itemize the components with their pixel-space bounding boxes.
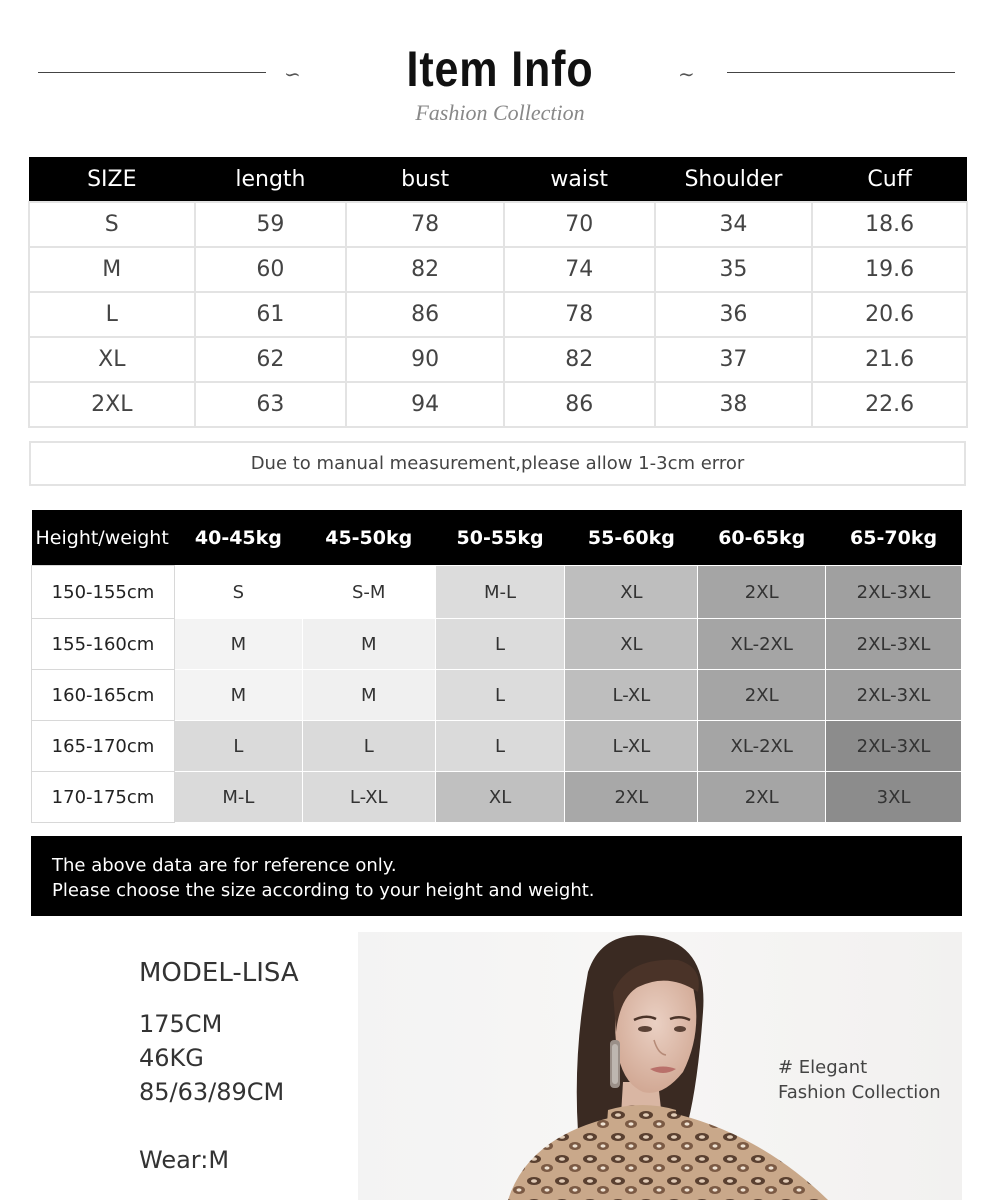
size-recommendation-cell: 2XL [698, 566, 826, 619]
col-header-height-weight: Height/weight [32, 510, 175, 566]
shoulder-cell: 37 [655, 337, 813, 382]
cuff-cell: 22.6 [812, 382, 967, 427]
size-cell: XL [29, 337, 195, 382]
waist-cell: 86 [504, 382, 655, 427]
size-recommendation-cell: 2XL-3XL [826, 566, 962, 619]
shoulder-cell: 35 [655, 247, 813, 292]
size-recommendation-cell: M [302, 619, 435, 670]
size-recommendation-cell: M [302, 670, 435, 721]
header-rule-right [727, 72, 955, 73]
height-label: 155-160cm [32, 619, 175, 670]
cuff-cell: 18.6 [812, 202, 967, 247]
bust-cell: 90 [346, 337, 504, 382]
table-row [32, 619, 962, 670]
size-recommendation-cell: 2XL [698, 772, 826, 823]
length-cell: 62 [195, 337, 347, 382]
table-row [32, 566, 962, 619]
col-header-weight: 45-50kg [302, 510, 435, 566]
col-header-weight: 40-45kg [174, 510, 302, 566]
model-name: MODEL-LISA [139, 958, 299, 988]
measurement-note: Due to manual measurement,please allow 1-3cm error [29, 441, 966, 486]
height-label: 170-175cm [32, 772, 175, 823]
size-recommendation-cell: XL [565, 566, 698, 619]
size-recommendation-cell: M-L [174, 772, 302, 823]
page-subtitle: Fashion Collection [415, 100, 585, 125]
shoulder-cell: 36 [655, 292, 813, 337]
caption-line: Fashion Collection [778, 1082, 941, 1103]
table-row [32, 670, 962, 721]
length-cell: 61 [195, 292, 347, 337]
table-row [32, 772, 962, 823]
length-cell: 63 [195, 382, 347, 427]
model-weight: 46KG [139, 1044, 204, 1072]
swirl-ornament-right-icon: ∼ [678, 62, 695, 86]
col-header-weight: 55-60kg [565, 510, 698, 566]
table-row [29, 247, 967, 292]
size-recommendation-cell: 2XL [565, 772, 698, 823]
col-header-weight: 60-65kg [698, 510, 826, 566]
size-recommendation-cell: L-XL [565, 670, 698, 721]
size-recommendation-cell: M-L [435, 566, 565, 619]
model-wear-size: Wear:M [139, 1146, 230, 1174]
size-recommendation-cell: L [435, 670, 565, 721]
table-row [29, 337, 967, 382]
col-header-bust: bust [346, 157, 504, 202]
cuff-cell: 21.6 [812, 337, 967, 382]
size-recommendation-cell: L [435, 619, 565, 670]
col-header-length: length [195, 157, 347, 202]
size-recommendation-cell: 2XL-3XL [826, 670, 962, 721]
size-recommendation-cell: L-XL [565, 721, 698, 772]
size-recommendation-cell: 2XL-3XL [826, 721, 962, 772]
reference-notice-line: Please choose the size according to your height and weight. [52, 880, 595, 901]
shoulder-cell: 34 [655, 202, 813, 247]
collection-caption [778, 1055, 941, 1105]
size-recommendation-cell: S [174, 566, 302, 619]
size-recommendation-cell: L-XL [302, 772, 435, 823]
bust-cell: 86 [346, 292, 504, 337]
waist-cell: 82 [504, 337, 655, 382]
size-recommendation-cell: L [174, 721, 302, 772]
reference-notice-line: The above data are for reference only. [52, 855, 397, 876]
size-recommendation-cell: L [435, 721, 565, 772]
size-recommendation-cell: M [174, 619, 302, 670]
size-cell: 2XL [29, 382, 195, 427]
bust-cell: 78 [346, 202, 504, 247]
waist-cell: 70 [504, 202, 655, 247]
size-chart-table [28, 157, 968, 428]
waist-cell: 78 [504, 292, 655, 337]
height-weight-table [31, 510, 962, 823]
size-recommendation-cell: XL [565, 619, 698, 670]
size-recommendation-cell: XL [435, 772, 565, 823]
col-header-weight: 65-70kg [826, 510, 962, 566]
cuff-cell: 20.6 [812, 292, 967, 337]
swirl-ornament-left-icon: ∽ [284, 62, 301, 86]
size-recommendation-cell: XL-2XL [698, 721, 826, 772]
size-chart-header [29, 157, 967, 202]
hw-header [32, 510, 962, 566]
size-cell: L [29, 292, 195, 337]
size-recommendation-cell: S-M [302, 566, 435, 619]
height-label: 150-155cm [32, 566, 175, 619]
length-cell: 59 [195, 202, 347, 247]
col-header-size: SIZE [29, 157, 195, 202]
bust-cell: 94 [346, 382, 504, 427]
size-cell: M [29, 247, 195, 292]
reference-notice [31, 836, 962, 916]
table-row [29, 292, 967, 337]
page-title: Item Info [406, 41, 594, 97]
table-row [29, 382, 967, 427]
bust-cell: 82 [346, 247, 504, 292]
length-cell: 60 [195, 247, 347, 292]
size-recommendation-cell: 3XL [826, 772, 962, 823]
size-cell: S [29, 202, 195, 247]
shoulder-cell: 38 [655, 382, 813, 427]
col-header-weight: 50-55kg [435, 510, 565, 566]
model-measurements: 85/63/89CM [139, 1078, 285, 1106]
waist-cell: 74 [504, 247, 655, 292]
table-row [29, 202, 967, 247]
cuff-cell: 19.6 [812, 247, 967, 292]
size-recommendation-cell: M [174, 670, 302, 721]
col-header-waist: waist [504, 157, 655, 202]
col-header-cuff: Cuff [812, 157, 967, 202]
size-recommendation-cell: 2XL-3XL [826, 619, 962, 670]
size-recommendation-cell: XL-2XL [698, 619, 826, 670]
size-recommendation-cell: L [302, 721, 435, 772]
model-height: 175CM [139, 1010, 223, 1038]
table-row [32, 721, 962, 772]
col-header-shoulder: Shoulder [655, 157, 813, 202]
caption-line: # Elegant [778, 1057, 868, 1078]
height-label: 165-170cm [32, 721, 175, 772]
height-label: 160-165cm [32, 670, 175, 721]
size-recommendation-cell: 2XL [698, 670, 826, 721]
